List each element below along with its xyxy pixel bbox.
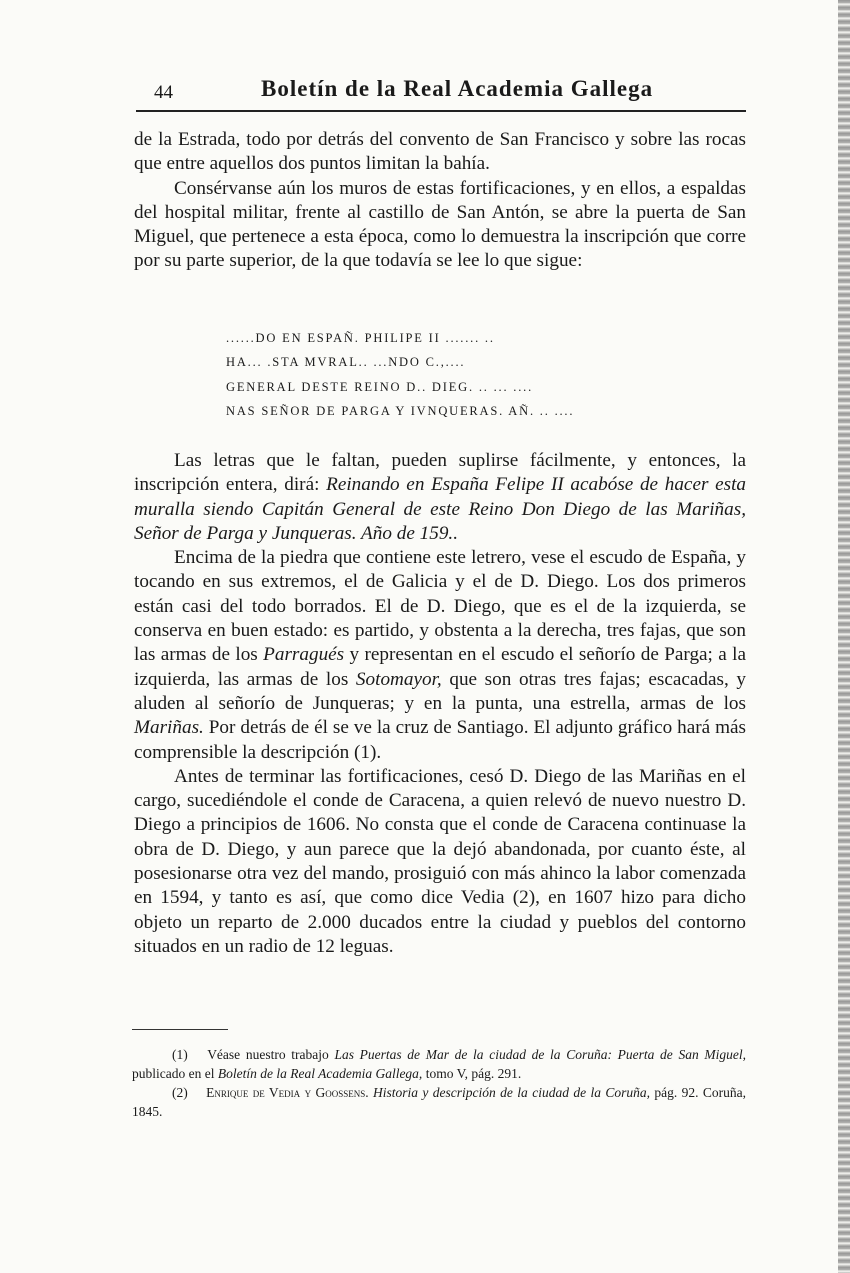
escudo-text-1: Encima de la piedra que contiene este letrero, vese el escudo de España, y tocando en sus extremos, el de Galicia y el de D. Diego. Los dos primeros están casi del todo borrados. El de D. Diego, que es el de la izquierda, se conserva en buen estado: es partido, y obstenta a la derecha, tres fajas, que son las armas de los [134,547,746,666]
footnote-rule [132,1029,228,1030]
running-title: Boletín de la Real Academia Gallega [261,76,654,101]
escudo-text-2: y representan en el escudo el señorío de Parga; a la izquierda, las armas de los [134,644,747,690]
surname-marinas: Mariñas. [134,717,204,739]
inscription-block [226,326,666,423]
footnote-title: Historia y descripción de la ciudad de la Coruña, [373,1085,650,1100]
footnote-1 [132,1045,746,1083]
footnote-journal: Boletín de la Real Academia Gallega, [217,1066,423,1081]
paragraph-continuation: de la Estrada, todo por detrás del convento de San Francisco y sobre las rocas que entre aquellos dos puntos limitan la bahía. [134,129,746,175]
page-header [136,72,746,112]
escudo-text-4: Por detrás de él se ve la cruz de Santiago. El adjunto gráfico hará más comprensible la descripción (1). [134,717,747,763]
paragraph-murallas: Consérvanse aún los muros de estas fortificaciones, y en ellos, a espaldas del hospital militar, frente al castillo de San Antón, se abre la puerta de San Miguel, que pertenece a esta época, como lo demuestra la inscripción que corre por su parte superior, de la que todavía se lee lo que sigue: [134,177,746,272]
footnote-title: Las Puertas de Mar de la ciudad de la Coruña: Puerta de San Miguel, [334,1047,747,1062]
footnote-text: pág. 92. Coruña, 1845. [132,1085,747,1119]
inscription-line: ......DO EN ESPAÑ. PHILIPE II ....... .. [226,331,495,345]
reading-quote: Reinando en España Felipe II acabóse de hacer esta muralla siendo Capitán General de este Reino Don Diego de las Mariñas, Señor de Parga y Junqueras. Año de 159.. [134,474,747,544]
footnote-text: tomo V, pág. 291. [425,1066,522,1081]
footnotes [132,1045,746,1121]
surname-parragues: Parragués [263,644,345,666]
body-text-top [134,128,746,274]
page-number: 44 [154,82,173,103]
footnote-text: Véase nuestro trabajo [207,1047,329,1062]
footnote-number: (2) [172,1085,188,1100]
paragraph-final: Antes de terminar las fortificaciones, cesó D. Diego de las Mariñas en el cargo, sucediéndole el conde de Caracena, a quien relevó de nuevo nuestro D. Diego a principios de 1606. No consta que el conde de Caracena continuase la obra de D. Diego, y aun parece que la dejó abandonada, por cuanto éste, al posesionarse otra vez del mando, prosiguió con más ahinco la labor comenzada en 1594, y tanto es así, que como dice Vedia (2), en 1607 hizo para dicho objeto un reparto de 2.000 ducados entre la ciudad y pueblos del contorno situados en un radio de 12 leguas. [134,765,746,957]
paragraph-escudo [134,546,746,765]
footnote-author: Enrique de Vedia y Goossens. [206,1085,369,1100]
escudo-text-3: que son otras tres fajas; escacadas, y aluden al señorío de Junqueras; y en la punta, una estrella, armas de los [134,668,747,714]
footnote-text: publicado en el [132,1066,215,1081]
inscription-line: NAS SEÑOR DE PARGA Y IVNQUERAS. AÑ. .. .... [226,403,575,418]
inscription-line: GENERAL DESTE REINO D.. DIEG. .. ... .... [226,379,533,394]
reading-intro: Las letras que le faltan, pueden suplirse fácilmente, y entonces, la inscripción entera, dirá: [134,450,746,496]
body-text-bottom [134,449,746,959]
surname-sotomayor: Sotomayor, [355,668,442,690]
scan-edge [838,0,850,1273]
footnote-2 [132,1083,746,1121]
footnote-number: (1) [172,1047,188,1062]
paragraph-reading [134,449,746,546]
inscription-line: HA... .STA MVRAL.. ...NDO C.,.... [226,355,466,370]
